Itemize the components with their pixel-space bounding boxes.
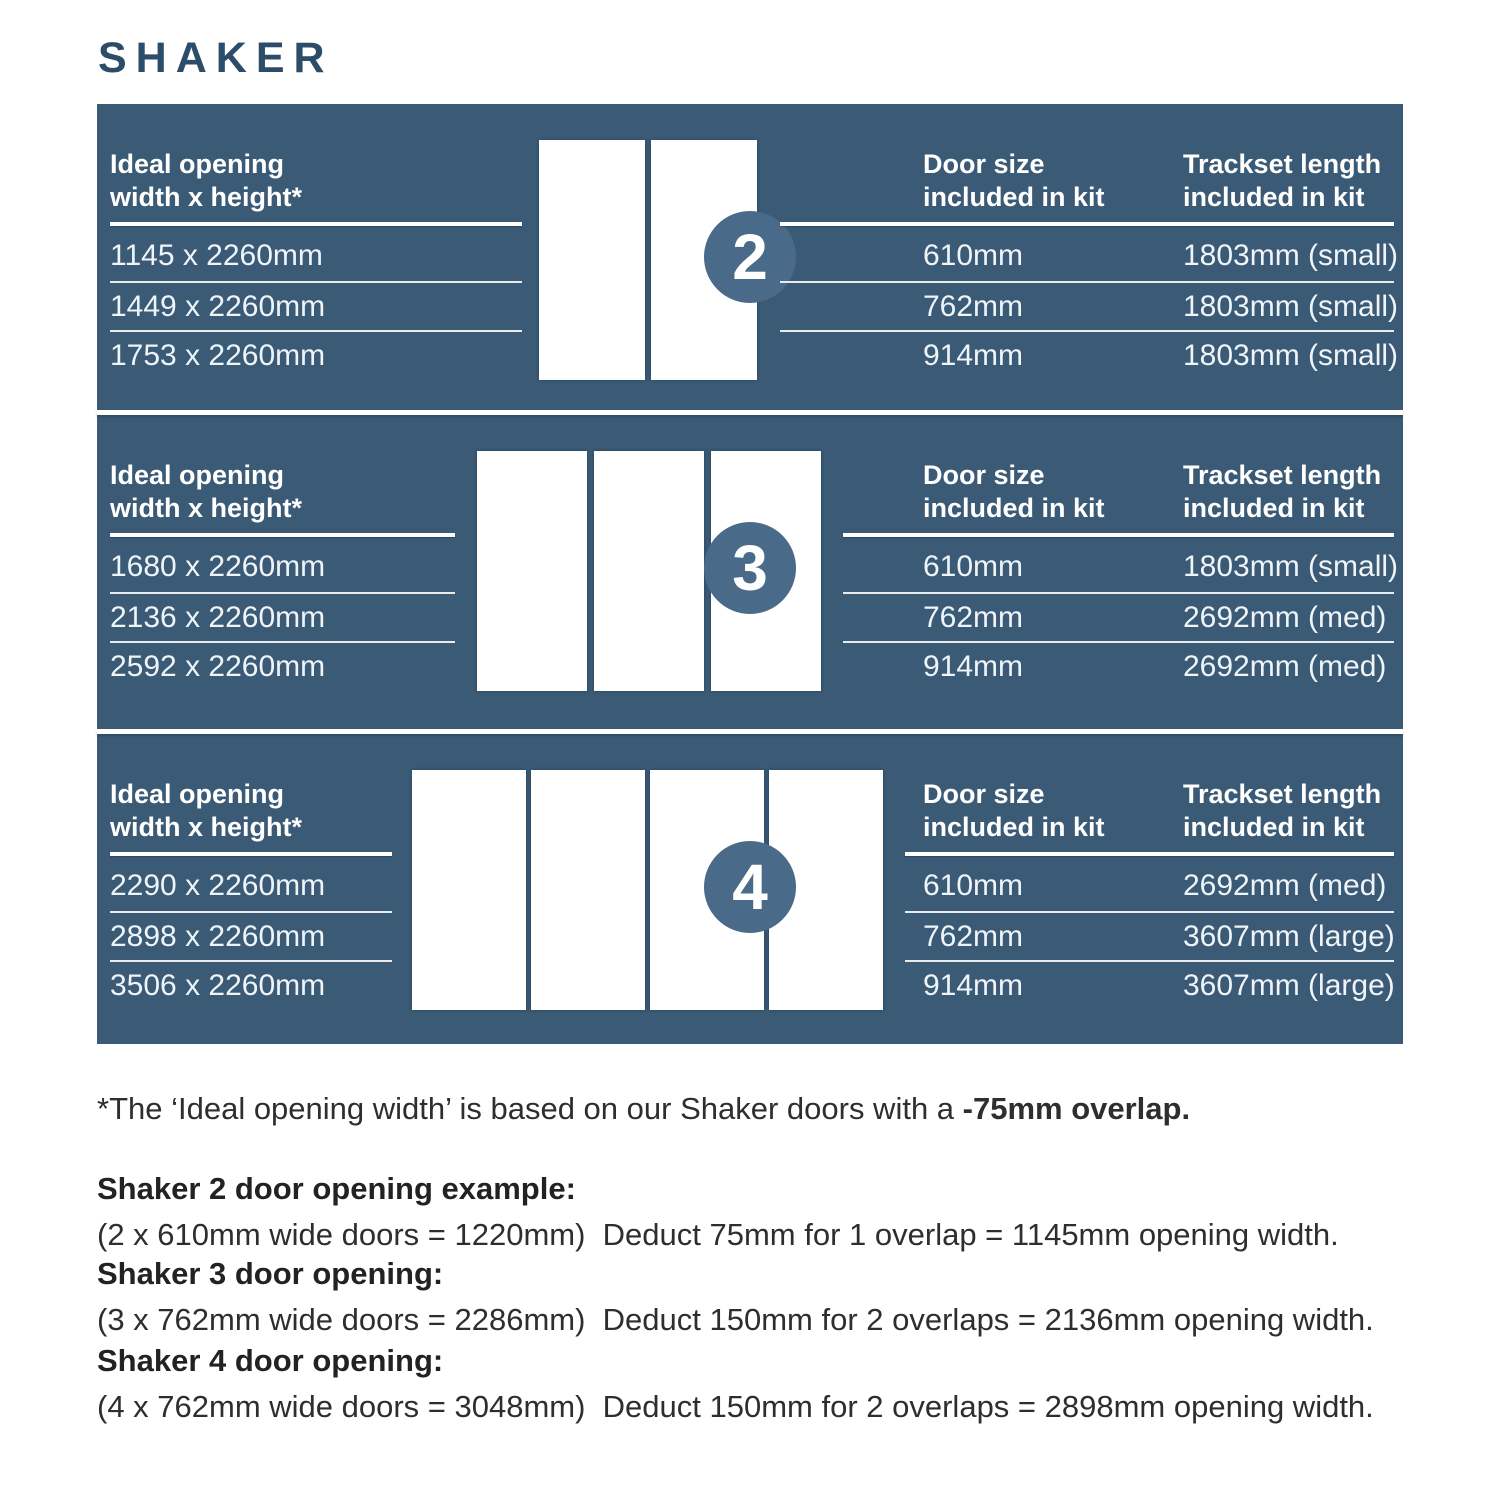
trackset-header-line1: Trackset length [1183,149,1382,179]
door-count-badge: 3 [704,522,796,614]
shaker-kits-panel [97,104,1403,1044]
opening-row: 1680 x 2260mm [110,550,326,583]
door-size-value: 762mm [923,920,1024,953]
opening-row: 2136 x 2260mm [110,601,326,634]
door-panel [531,770,645,1010]
opening-header-line2: width x height* [110,182,302,212]
kit-row [843,595,1394,641]
door-size-header-line2: included in kit [923,182,1105,212]
overlap-footnote [97,1091,1190,1127]
kit-contents-table [780,104,1399,410]
door-panel [477,451,587,691]
door-size-value: 610mm [923,869,1024,902]
opening-size-table [110,104,522,410]
example-2-door-heading: Shaker 2 door opening example: [97,1171,576,1206]
trackset-value: 3607mm (large) [1183,969,1395,1002]
row-rule [110,592,455,594]
opening-column-header [110,778,302,844]
trackset-header-line1: Trackset length [1183,460,1382,490]
opening-header-line1: Ideal opening [110,460,285,490]
door-size-value: 610mm [923,550,1024,583]
door-size-column-header [923,148,1105,214]
kit-row [780,284,1399,330]
opening-size-table [110,415,455,729]
example-2-door-body: (2 x 610mm wide doors = 1220mm) Deduct 75mm for 1 overlap = 1145mm opening width. [97,1217,1339,1252]
door-diagram-4 [412,770,883,1010]
opening-header-line1: Ideal opening [110,149,285,179]
kit-row [905,914,1394,960]
footnote-bold-text: -75mm overlap. [962,1091,1191,1126]
door-size-value: 914mm [923,969,1024,1002]
trackset-column-header [1183,148,1381,214]
door-panel [412,770,526,1010]
kit-row [843,543,1399,591]
page-title: SHAKER [98,34,334,82]
row-rule [110,911,392,913]
door-size-column-header [923,778,1105,844]
trackset-value: 1803mm (small) [1183,239,1399,272]
header-rule [905,852,1394,856]
kit-row [843,644,1394,690]
row-rule [905,960,1394,962]
kit-row [905,963,1394,1009]
section-3-door [97,415,1403,729]
opening-size-table [110,734,392,1044]
kit-contents-table [843,415,1399,729]
door-size-value: 762mm [923,290,1024,323]
opening-row: 1753 x 2260mm [110,339,326,372]
opening-header-line2: width x height* [110,812,302,842]
trackset-value: 2692mm (med) [1183,650,1387,683]
trackset-column-header [1183,459,1381,525]
door-size-column-header [923,459,1105,525]
trackset-column-header [1183,778,1381,844]
opening-header-line1: Ideal opening [110,779,285,809]
trackset-value: 2692mm (med) [1183,601,1387,634]
trackset-header-line1: Trackset length [1183,779,1382,809]
trackset-header-line2: included in kit [1183,182,1365,212]
trackset-value: 1803mm (small) [1183,339,1399,372]
row-rule [843,592,1394,594]
header-rule [780,222,1394,226]
door-panel [539,140,645,380]
header-rule [843,533,1394,537]
row-rule [110,330,522,332]
opening-row: 1449 x 2260mm [110,290,326,323]
row-rule [843,641,1394,643]
trackset-value: 1803mm (small) [1183,550,1399,583]
header-rule [110,533,455,537]
header-rule [110,852,392,856]
trackset-header-line2: included in kit [1183,493,1365,523]
example-4-door-heading: Shaker 4 door opening: [97,1343,444,1378]
example-4-door-body: (4 x 762mm wide doors = 3048mm) Deduct 150mm for 2 overlaps = 2898mm opening width. [97,1389,1374,1424]
opening-column-header [110,459,302,525]
row-rule [780,281,1394,283]
opening-row: 3506 x 2260mm [110,969,326,1002]
trackset-value: 2692mm (med) [1183,869,1387,902]
opening-header-line2: width x height* [110,493,302,523]
trackset-value: 1803mm (small) [1183,290,1399,323]
opening-row: 1145 x 2260mm [110,239,323,272]
door-count-badge: 2 [704,211,796,303]
row-rule [780,330,1394,332]
door-size-header-line2: included in kit [923,493,1105,523]
door-count-badge: 4 [704,841,796,933]
row-rule [110,960,392,962]
kit-row [905,862,1394,910]
door-size-value: 610mm [923,239,1024,272]
door-panel [594,451,704,691]
footnote-text: *The ‘Ideal opening width’ is based on our Shaker doors with a [97,1091,963,1126]
row-rule [110,641,455,643]
row-rule [110,281,522,283]
door-size-header-line1: Door size [923,779,1045,809]
opening-row: 2290 x 2260mm [110,869,326,902]
door-size-header-line2: included in kit [923,812,1105,842]
kit-row [780,232,1399,280]
kit-contents-table [905,734,1394,1044]
kit-row [780,333,1399,379]
example-3-door-body: (3 x 762mm wide doors = 2286mm) Deduct 150mm for 2 overlaps = 2136mm opening width. [97,1302,1374,1337]
opening-column-header [110,148,302,214]
row-rule [905,911,1394,913]
opening-row: 2898 x 2260mm [110,920,326,953]
door-size-header-line1: Door size [923,460,1045,490]
section-4-door [97,734,1403,1044]
opening-row: 2592 x 2260mm [110,650,326,683]
header-rule [110,222,522,226]
door-size-header-line1: Door size [923,149,1045,179]
door-size-value: 914mm [923,339,1024,372]
trackset-header-line2: included in kit [1183,812,1365,842]
section-2-door [97,104,1403,410]
door-size-value: 914mm [923,650,1024,683]
door-size-value: 762mm [923,601,1024,634]
example-3-door-heading: Shaker 3 door opening: [97,1256,444,1291]
trackset-value: 3607mm (large) [1183,920,1395,953]
